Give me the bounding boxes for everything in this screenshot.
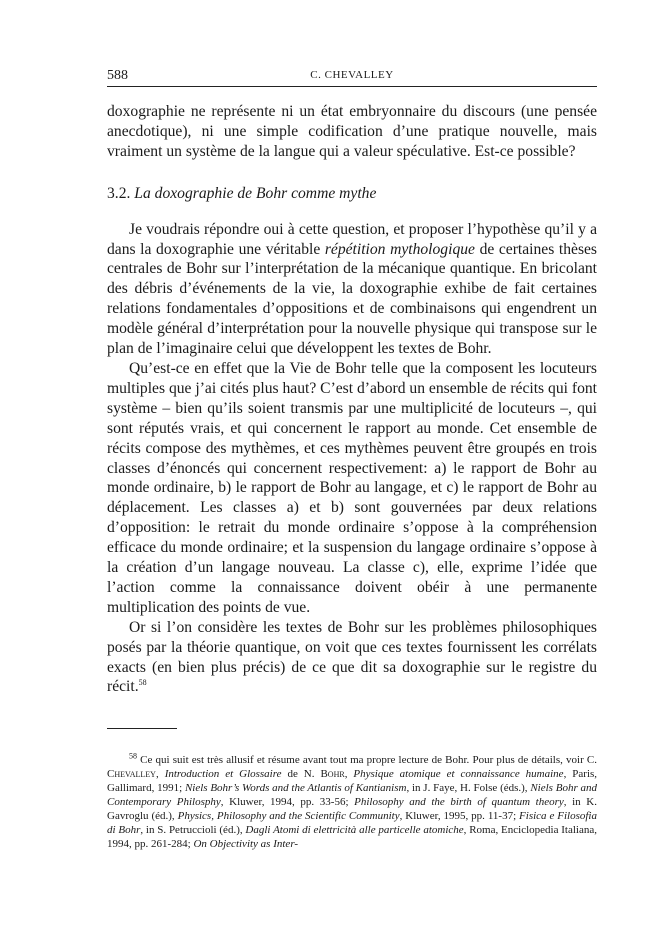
- paragraph-3: [107, 618, 597, 698]
- footnote-title: On Objectivity as Inter-: [193, 838, 299, 851]
- footnote-text: , Kluwer, 1995, pp. 11-37;: [399, 810, 520, 823]
- paragraph-2: Qu’est-ce en effet que la Vie de Bohr telle que la composent les locuteurs multiples que j’ai cités plus haut? C’est d’abord un ensemble de récits qui font système – bien qu’ils soient transmis par une multiplicité de locuteurs –, qui sont réputés vrais, et qui concernent le rapport au monde. Cet ensemble de récits compose des mythèmes, et ces mythèmes peuvent être groupés en trois classes d’énoncés qui concernent respectivement: a) le rapport de Bohr au monde ordinaire, b) le rapport de Bohr au langage, et c) le rapport de Bohr au déplacement. Les classes a) et b) sont gouvernées par deux relations d’opposition: le retrait du monde ordinaire s’oppose à la compréhension efficace du monde ordinaire; et la suspension du langage ordinaire s’oppose à la création d’un langage nouveau. La classe c), elle, exprime l’idée que l’action comme la connaissance doivent obéir à une permanente multiplication des points de vue.: [107, 359, 597, 616]
- footnote-text: de N.: [281, 768, 321, 781]
- paragraph-3-text: Or si l’on considère les textes de Bohr sur les problèmes philosophiques posés par la théorie quantique, on voit que ces textes fournissent les corrélats exacts (en bien plus précis) de ce que dit sa doxographie sur le registre du récit.: [107, 618, 597, 696]
- footnote-text: ,: [155, 768, 165, 781]
- page-number: 588: [107, 68, 128, 83]
- paragraph-1-part-2: de certaines thèses centrales de Bohr sur l’interprétation de la mécanique quantique. En bricolant des débris d’événements de la vie, la doxographie exhibe de fait certaines relations fondamentales d’oppositions et de combinaisons qui engendrent un modèle général d’interprétation pour la nouvelle physique qui transpose sur le plan de l’imaginaire celui que développent les textes de Bohr.: [107, 240, 597, 358]
- footnote-marker: 58: [129, 751, 137, 761]
- footnote-58: [107, 753, 597, 851]
- section-title: La doxographie de Bohr comme mythe: [134, 184, 377, 202]
- header-rule: [107, 86, 597, 87]
- footnote-text: , Kluwer, 1994, pp. 33-56;: [220, 796, 355, 809]
- footnote-text: Ce qui suit est très allusif et résume avant tout ma propre lecture de Bohr. Pour plus de détails, voir C.: [137, 754, 597, 767]
- footnote-author: Bohr: [320, 768, 345, 781]
- footnote-title: Niels Bohr’s Words and the Atlantis of Kantianism: [184, 782, 407, 795]
- continuation-paragraph: doxographie ne représente ni un état embryonnaire du discours (une pensée anecdotique), ni une simple codification d’une pratique nouvelle, mais vraiment un système de la langue qui a valeur spéculative. Est-ce possible?: [107, 103, 597, 160]
- footnote-title: Fisica e Filosofia di Bohr: [107, 810, 597, 837]
- footnote-text: , Paris, Gallimard, 1991;: [107, 768, 598, 795]
- paragraph-1-part-1: Je voudrais répondre oui à cette question, et proposer l’hypothèse qu’il y a dans la doxographie une véritable: [107, 220, 597, 258]
- paragraph-1-emphasis: répétition mythologique: [324, 240, 475, 258]
- section-number: 3.2.: [107, 184, 131, 202]
- footnote-title: Niels Bohr and Contemporary Philosphy: [107, 782, 597, 809]
- footnote-title: Introduction et Glossaire: [164, 768, 282, 781]
- body-text: [107, 102, 597, 697]
- footnote-author: Chevalley: [107, 768, 156, 781]
- footnote-title: Philosophy and the birth of quantum theory: [354, 796, 564, 809]
- running-head: [107, 66, 597, 86]
- footnote-rule: [107, 728, 177, 729]
- footnote-text: , Roma, Enciclopedia Italiana, 1994, pp. 261-284;: [107, 824, 598, 851]
- footnote-title: Physics, Philosophy and the Scientific Community: [177, 810, 400, 823]
- page: [107, 66, 597, 862]
- footnote-text: ,: [344, 768, 354, 781]
- section-heading: [107, 184, 597, 204]
- footnote-reference[interactable]: 58: [138, 678, 147, 688]
- footnote-title: Dagli Atomi di elettricità alle particelle atomiche: [245, 824, 464, 837]
- footnote-text: , in J. Faye, H. Folse (éds.),: [406, 782, 531, 795]
- footnote-text: , in S. Petruccioli (éd.),: [140, 824, 246, 837]
- running-title: C. CHEVALLEY: [310, 69, 394, 81]
- footnote-title: Physique atomique et connaissance humaine: [353, 768, 564, 781]
- paragraph-1: [107, 220, 597, 359]
- footnote-text: , in K. Gavroglu (éd.),: [107, 796, 597, 823]
